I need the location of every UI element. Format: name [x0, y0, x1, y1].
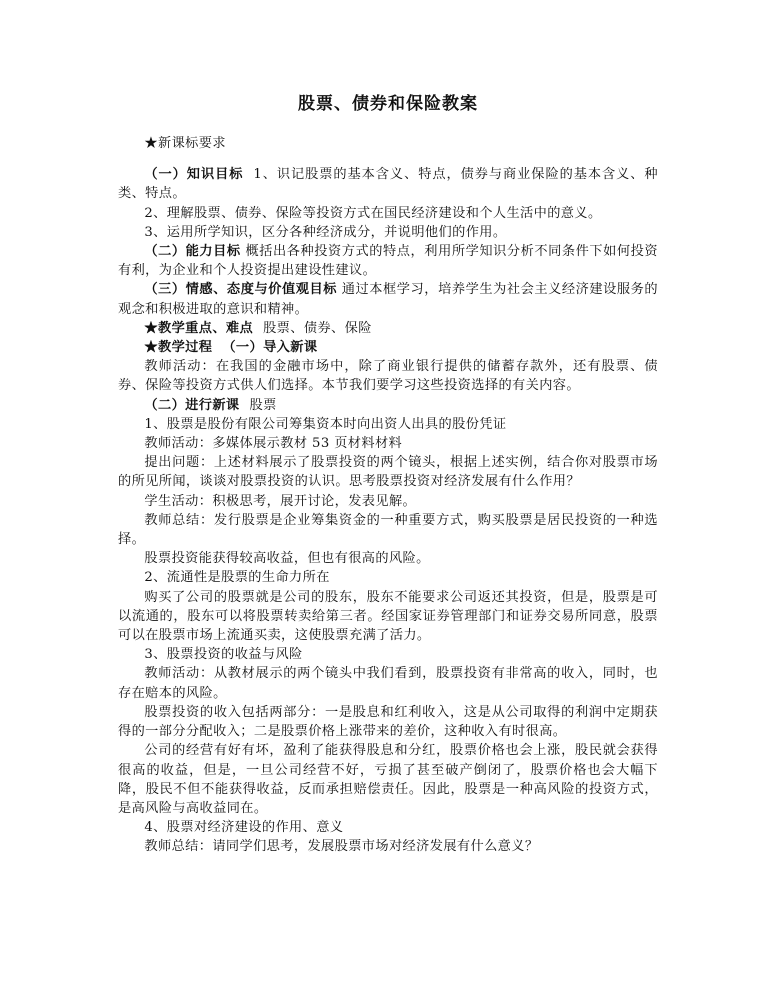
ability-goal-text: 概括出各种投资方式的特点，利用所学知识分析不同条件下如何投资有利，为企业和个人投资提出建设性建议。	[118, 244, 659, 279]
key-points-text: 股票、债券、保险	[263, 320, 372, 336]
p3-heading: 3、股票投资的收益与风险	[144, 647, 303, 663]
requirements-heading-text: ★新课标要求	[144, 136, 226, 151]
p2-text: 购买了公司的股票就是公司的股东，股东不能要求公司返还其投资，但是，股票是可以流通的，股东可以将股票转卖给第三者。经国家证券管理部门和证券交易所同意，股票可以在股票市场上流通买卖，这使股票充满了活力。	[118, 589, 658, 644]
emotion-goal-label: （三）情感、态度与价值观目标	[144, 282, 337, 298]
key-points-label: ★教学重点、难点	[144, 320, 254, 336]
ability-goal-paragraph	[118, 242, 658, 280]
knowledge-goal-paragraph	[118, 165, 658, 203]
document-title: 股票、债券和保险教案	[298, 94, 478, 114]
p4-teacher: 教师总结：请同学们思考，发展股票市场对经济发展有什么意义？	[144, 839, 539, 855]
emotion-goal-paragraph	[118, 280, 658, 318]
knowledge-goal-2: 2、理解股票、债券、保险等投资方式在国民经济建设和个人生活中的意义。	[144, 205, 602, 221]
process-paragraph	[118, 338, 658, 357]
new-lesson-topic: 股票	[249, 397, 277, 413]
p3-income: 股票投资的收入包括两部分：一是股息和红利收入，这是从公司取得的利润中定期获得的一部分分配收入；二是股票价格上涨带来的差价，这种收入有时很高。	[118, 704, 658, 740]
intro-label: （一）导入新课	[222, 340, 318, 356]
p1-heading: 1、股票是股份有限公司筹集资本时向出资人出具的股份凭证	[144, 416, 507, 432]
new-lesson-label: （二）进行新课	[144, 397, 240, 413]
knowledge-goal-1: 1、识记股票的基本含义、特点，债券与商业保险的基本含义、种类、特点。	[118, 167, 658, 202]
process-label: ★教学过程	[144, 340, 213, 356]
knowledge-goal-label: （一）知识目标	[144, 167, 244, 183]
p1-risk: 股票投资能获得较高收益，但也有很高的风险。	[144, 551, 430, 567]
p1-summary: 教师总结：发行股票是企业筹集资金的一种重要方式，购买股票是居民投资的一种选择。	[118, 512, 658, 548]
p3-teacher: 教师活动：从教材展示的两个镜头中我们看到，股票投资有非常高的收入，同时，也存在赔本的风险。	[118, 666, 658, 701]
p1-student: 学生活动：积极思考，展开讨论，发表见解。	[144, 493, 417, 509]
p1-teacher: 教师活动：多媒体展示教材 53 页材料材料	[144, 436, 403, 452]
p4-heading: 4、股票对经济建设的作用、意义	[144, 820, 344, 836]
document-page	[118, 92, 658, 857]
p3-risk: 公司的经营有好有坏，盈利了能获得股息和分红，股票价格也会上涨，股民就会获得很高的收益，但是，一旦公司经营不好，亏损了甚至破产倒闭了，股票价格也会大幅下降，股民不但不能获得收益，反而承担赔偿责任。因此，股票是一种高风险的投资方式，是高风险与高收益同在。	[118, 743, 658, 816]
knowledge-goal-3: 3、运用所学知识，区分各种经济成分，并说明他们的作用。	[144, 224, 507, 240]
p2-heading: 2、流通性是股票的生命力所在	[144, 570, 330, 586]
ability-goal-label: （二）能力目标	[144, 244, 241, 260]
emotion-goal-text: 通过本框学习，培养学生为社会主义经济建设服务的观念和积极进取的意识和精神。	[118, 282, 659, 317]
p1-question: 提出问题：上述材料展示了股票投资的两个镜头，根据上述实例，结合你对股票市场的所见所闻，谈谈对股票投资的认识。思考股票投资对经济发展有什么作用？	[118, 455, 658, 490]
requirements-heading	[118, 134, 658, 153]
new-lesson-paragraph	[118, 396, 658, 415]
intro-teacher: 教师活动：在我国的金融市场中，除了商业银行提供的储蓄存款外，还有股票、债券、保险等投资方式供人们选择。本节我们要学习这些投资选择的有关内容。	[118, 359, 658, 394]
key-points-paragraph	[118, 319, 658, 338]
